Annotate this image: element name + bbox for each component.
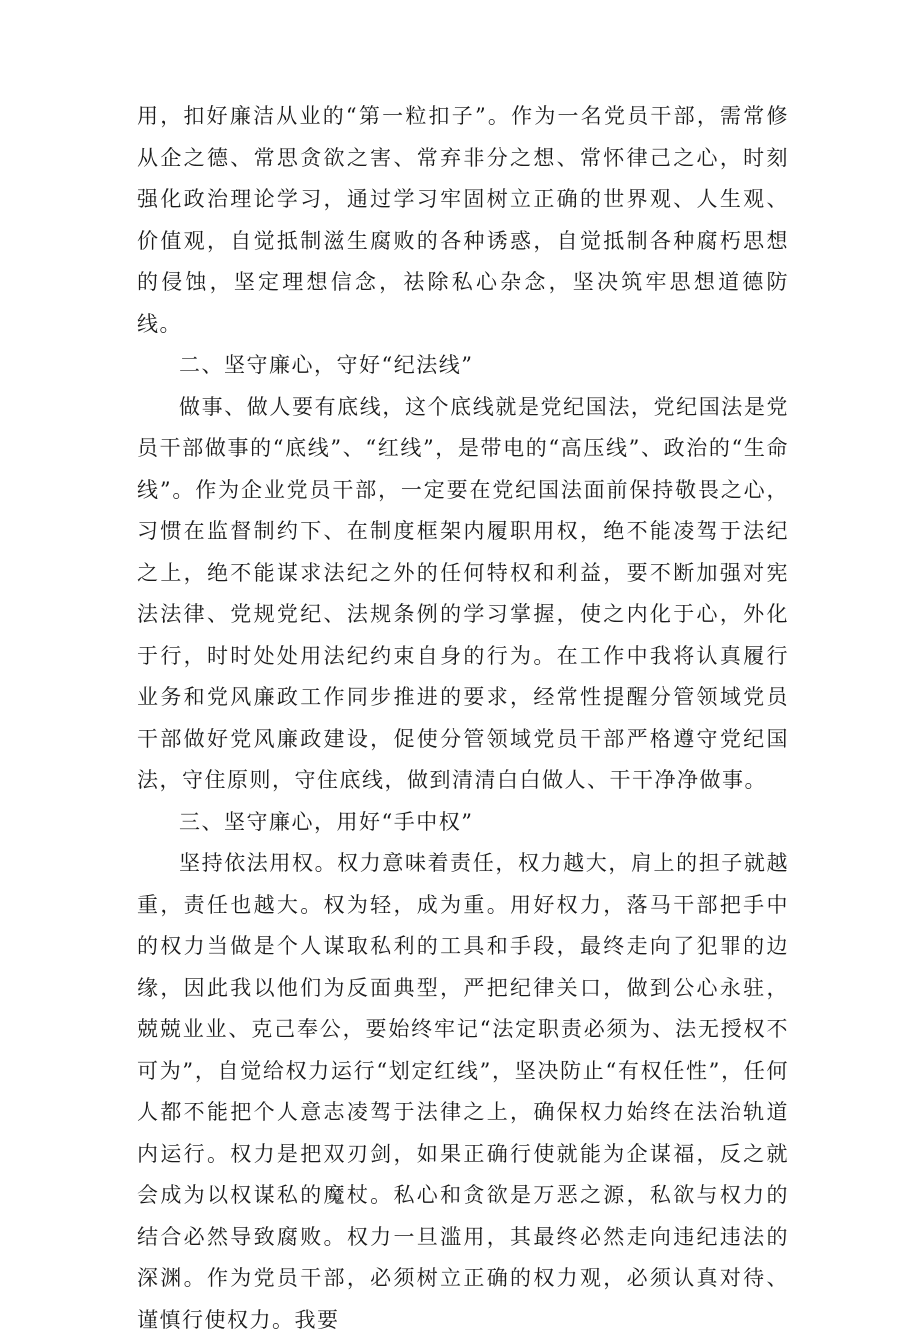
paragraph-continuation: 用，扣好廉洁从业的“第一粒扣子”。作为一名党员干部，需常修从企之德、常思贪欲之害、常弃非分之想、常怀律己之心，时刻强化政治理论学习，通过学习牢固树立正确的世界观、人生观、价值观，自觉抵制滋生腐败的各种诱惑，自觉抵制各种腐朽思想的侵蚀，坚定理想信念，祛除私心杂念，坚决筑牢思想道德防线。 <box>137 104 789 336</box>
section-heading-3: 三、坚守廉心，用好“手中权” <box>179 809 474 834</box>
paragraph-discipline-law: 做事、做人要有底线，这个底线就是党纪国法，党纪国法是党员干部做事的“底线”、“红线”，是带电的“高压线”、政治的“生命线”。作为企业党员干部，一定要在党纪国法面前保持敬畏之心，习惯在监督制约下、在制度框架内履职用权，绝不能凌驾于法纪之上，绝不能谋求法纪之外的任何特权和利益，要不断加强对宪法法律、党规党纪、法规条例的学习掌握，使之内化于心，外化于行，时时处处用法纪约束自身的行为。在工作中我将认真履行业务和党风廉政工作同步推进的要求，经常性提醒分管领域党员干部做好党风廉政建设，促使分管领域党员干部严格遵守党纪国法，守住原则，守住底线，做到清清白白做人、干干净净做事。 <box>137 394 789 792</box>
paragraph-use-power: 坚持依法用权。权力意味着责任，权力越大，肩上的担子就越重，责任也越大。权为轻，成为重。用好权力，落马干部把手中的权力当做是个人谋取私利的工具和手段，最终走向了犯罪的边缘，因此我以他们为反面典型，严把纪律关口，做到公心永驻，兢兢业业、克己奉公，要始终牢记“法定职责必须为、法无授权不可为”，自觉给权力运行“划定红线”，坚决防止“有权任性”，任何人都不能把个人意志凌驾于法律之上，确保权力始终在法治轨道内运行。权力是把双刃剑，如果正确行使就能为企谋福，反之就会成为以权谋私的魔杖。私心和贪欲是万恶之源，私欲与权力的结合必然导致腐败。权力一旦滥用，其最终必然走向违纪违法的深渊。作为党员干部，必须树立正确的权力观，必须认真对待、谨慎行使权力。我要 <box>137 851 789 1332</box>
section-heading-2: 二、坚守廉心，守好“纪法线” <box>179 353 474 377</box>
document-body <box>137 96 789 1341</box>
